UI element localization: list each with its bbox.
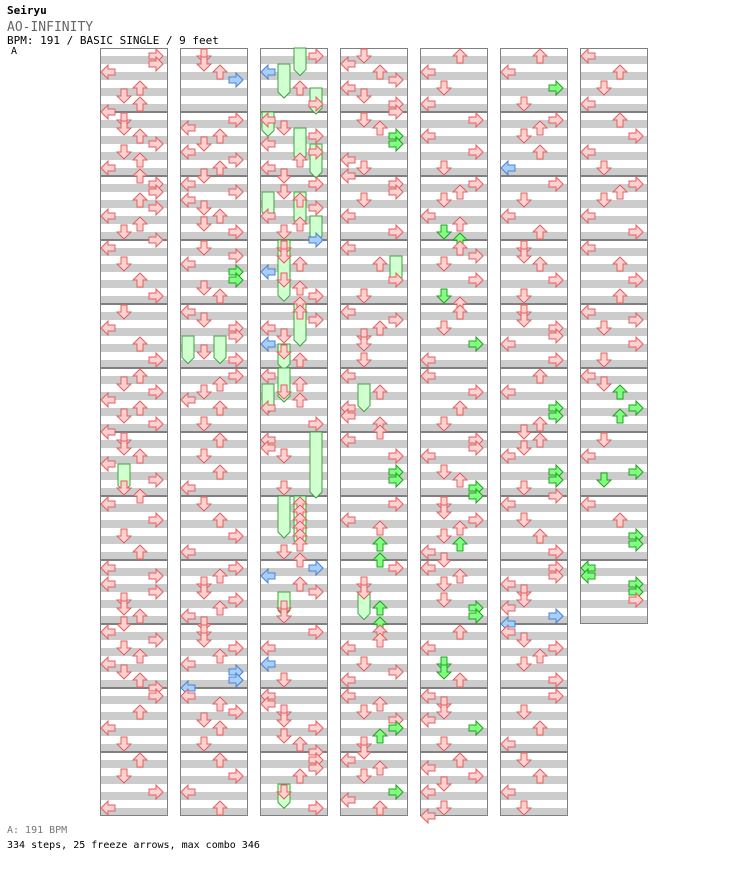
beat-stripe	[580, 488, 648, 496]
beat-stripe	[340, 808, 408, 816]
beat-stripe	[420, 744, 488, 752]
beat-stripe	[260, 360, 328, 368]
beat-stripe	[100, 552, 168, 560]
chart-meta: BPM: 191 / BASIC SINGLE / 9 feet	[7, 34, 219, 47]
beat-stripe	[180, 136, 248, 144]
beat-stripe	[340, 744, 408, 752]
beat-stripe	[100, 408, 168, 416]
beat-stripe	[420, 312, 488, 320]
beat-stripe	[180, 56, 248, 64]
beat-stripe	[340, 392, 408, 400]
beat-stripe	[420, 328, 488, 336]
beat-stripe	[500, 760, 568, 768]
beat-stripe	[500, 200, 568, 208]
beat-stripe	[180, 456, 248, 464]
beat-stripe	[500, 440, 568, 448]
beat-stripe	[180, 440, 248, 448]
freeze-arrow	[278, 64, 290, 98]
beat-stripe	[420, 88, 488, 96]
beat-stripe	[500, 152, 568, 160]
beat-stripe	[100, 712, 168, 720]
beat-stripe	[180, 424, 248, 432]
beat-stripe	[420, 664, 488, 672]
beat-stripe	[180, 760, 248, 768]
beat-stripe	[260, 776, 328, 784]
beat-stripe	[100, 312, 168, 320]
beat-stripe	[580, 360, 648, 368]
bpm-legend: A: 191 BPM	[7, 825, 68, 836]
freeze-arrow	[214, 336, 226, 364]
beat-stripe	[580, 328, 648, 336]
beat-stripe	[180, 632, 248, 640]
beat-stripe	[100, 600, 168, 608]
bpm-marker: A	[11, 46, 18, 57]
beat-stripe	[180, 104, 248, 112]
beat-stripe	[100, 760, 168, 768]
beat-stripe	[500, 296, 568, 304]
beat-stripe	[580, 120, 648, 128]
beat-stripe	[500, 424, 568, 432]
beat-stripe	[580, 72, 648, 80]
beat-stripe	[180, 728, 248, 736]
beat-stripe	[100, 776, 168, 784]
beat-stripe	[100, 120, 168, 128]
beat-stripe	[100, 536, 168, 544]
beat-stripe	[580, 296, 648, 304]
beat-stripe	[340, 584, 408, 592]
beat-stripe	[180, 584, 248, 592]
beat-stripe	[180, 808, 248, 816]
beat-stripe	[420, 584, 488, 592]
beat-stripe	[420, 632, 488, 640]
beat-stripe	[100, 616, 168, 624]
beat-stripe	[420, 504, 488, 512]
beat-stripe	[580, 424, 648, 432]
beat-stripe	[580, 392, 648, 400]
beat-stripe	[500, 248, 568, 256]
beat-stripe	[180, 520, 248, 528]
beat-stripe	[260, 712, 328, 720]
beat-stripe	[260, 792, 328, 800]
beat-stripe	[500, 664, 568, 672]
beat-stripe	[500, 136, 568, 144]
freeze-arrow	[294, 48, 306, 76]
beat-stripe	[580, 440, 648, 448]
beat-stripe	[580, 552, 648, 560]
beat-stripe	[420, 200, 488, 208]
beat-stripe	[180, 408, 248, 416]
beat-stripe	[340, 360, 408, 368]
freeze-arrow	[182, 336, 194, 364]
beat-stripe	[100, 440, 168, 448]
beat-stripe	[580, 200, 648, 208]
chart-stats: 334 steps, 25 freeze arrows, max combo 346	[7, 840, 260, 851]
beat-stripe	[100, 280, 168, 288]
beat-stripe	[420, 424, 488, 432]
beat-stripe	[500, 56, 568, 64]
beat-stripe	[180, 168, 248, 176]
beat-stripe	[500, 264, 568, 272]
beat-stripe	[100, 264, 168, 272]
song-title: AO-INFINITY	[7, 20, 94, 35]
beat-stripe	[340, 296, 408, 304]
beat-stripe	[100, 88, 168, 96]
beat-stripe	[340, 344, 408, 352]
freeze-arrow	[310, 432, 322, 498]
beat-stripe	[100, 376, 168, 384]
beat-stripe	[340, 200, 408, 208]
beat-stripe	[100, 344, 168, 352]
beat-stripe	[500, 712, 568, 720]
artist-name: Seiryu	[7, 4, 47, 17]
freeze-arrow	[278, 496, 290, 538]
beat-stripe	[500, 776, 568, 784]
beat-stripe	[580, 88, 648, 96]
beat-stripe	[180, 296, 248, 304]
beat-stripe	[500, 808, 568, 816]
beat-stripe	[420, 168, 488, 176]
beat-stripe	[580, 168, 648, 176]
beat-stripe	[580, 616, 648, 624]
beat-stripe	[500, 232, 568, 240]
beat-stripe	[500, 312, 568, 320]
beat-stripe	[180, 504, 248, 512]
freeze-arrow	[358, 384, 370, 412]
beat-stripe	[500, 536, 568, 544]
beat-stripe	[260, 600, 328, 608]
beat-stripe	[420, 408, 488, 416]
beat-stripe	[260, 680, 328, 688]
beat-stripe	[100, 744, 168, 752]
beat-stripe	[500, 520, 568, 528]
beat-stripe	[500, 376, 568, 384]
beat-stripe	[340, 776, 408, 784]
beat-stripe	[180, 88, 248, 96]
beat-stripe	[180, 216, 248, 224]
beat-stripe	[500, 728, 568, 736]
beat-stripe	[260, 616, 328, 624]
beat-stripe	[180, 472, 248, 480]
beat-stripe	[420, 56, 488, 64]
beat-stripe	[580, 264, 648, 272]
beat-stripe	[180, 744, 248, 752]
beat-stripe	[340, 328, 408, 336]
beat-stripe	[420, 680, 488, 688]
beat-stripe	[340, 488, 408, 496]
beat-stripe	[580, 520, 648, 528]
beat-stripe	[420, 264, 488, 272]
beat-stripe	[500, 104, 568, 112]
beat-stripe	[260, 248, 328, 256]
